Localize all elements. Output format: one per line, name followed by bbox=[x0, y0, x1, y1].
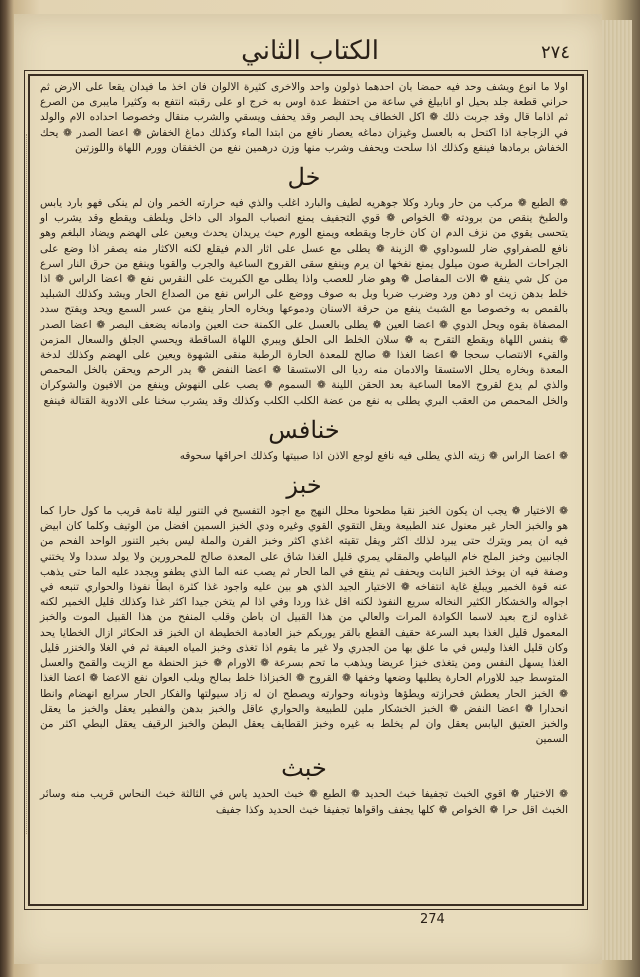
section-title-khanafis: خنافس bbox=[268, 415, 340, 444]
section-text-khal: ❁ الطبع ❁ مركب من حار وبارد وكلا جوهريه لطيف والبارد اغلب والذي فيه حرارته الخمر وان لم ينكى فهو بارد يابس والطبخ ينقص من برودته ❁ الخواص ❁ قوي التجفيف يمنع انصباب المواد الى داخل ويلطف ويقطع وقد يشرب او يتحسى يقوي من نزف الدم ان كان خارجا ويقطعه ويمنع الورم حيث يريدان يحدث ويعين على الهضم ويضاد البلغم وهو نافع للصفراوي ضار للسوداوي ❁ الزينة ❁ يطلى مع عسل على اثار الدم فيقلع لكنه الاكثار منه يصفر اذا وضع على الجراحات الطرية صون ميلول يمنع نفخها ان يرم وينفع سقى القروح الساعية والجرب والقوبا وينفع من حرق النار اسرع من كل شي ينفع ❁ الات المفاصل ❁ وهو ضار للعصب واذا يطلى مع الكبريت على النقرس نفع ❁ اعضا الراس ❁ اذا خلط بدهن زيت او دهن ورد وضرب ضربا وبل به صوف ووضع على الراس نفع من الصداع الحار ويشد وكذلك الشبليد بالقمص به وخصوصا مع الشبث ينفع من حرقة الاسنان ودموعها وبخاره الحار ينفع من عسر السمع ويحد ويفتح سدد المصفاة بقوه ويحل الدوي ❁ اعضا العين ❁ يطلى بالعسل على الكمنة حت العين وادمانه يضعف البصر ❁ اعضا الصدر ❁ ينفس اللهاة ويقطع التقرح به ❁ سلان الخلط الى الحلق ويبري اللهاة الساقطة ويحسي الجلق والسعال المزمن والقيء الانتصاب سحجا ❁ اعضا الغذا ❁ صالح للمعدة الحارة الرطبة منقى الشهوة ويعين على الهضم وكذلك لدخة المعدة وبخاره يحلل الاستسقا والادمان منه رديا الى الاستسقا ❁ اعضا النفض ❁ يدر الرحم ويحقن بالخل المحمص والذي لم يدع لقروح الامعا الساعية بعد الحقن اللينة ❁ السموم ❁ يصب على النهوش وينفع من الافيون والشوكران والخل المحمص من العقب البري يطلى به نفع من عضة الكلب الكلب وكذلك وقد يشرب سخنا على الادوية القتالة فينفع bbox=[40, 197, 568, 407]
section-title-khabath: خبث bbox=[281, 754, 327, 783]
page-body bbox=[34, 80, 574, 896]
section-title-khal: خل bbox=[287, 163, 321, 192]
gutter-shadow bbox=[16, 134, 27, 834]
page-number-arabic: ٢٧٤ bbox=[540, 42, 570, 63]
section-title-khubz: خبز bbox=[286, 471, 322, 500]
section-text-khabath: ❁ الاختيار ❁ اقوي الخبث تجفيفا خبث الحديد ❁ الطبع ❁ خبث الحديد ياس في الثالثة خبث النحاس قريب منه وسائر الخبث اقل حرا ❁ الخواص ❁ كلها يجفف واقواها تجفيفا خبث الحديد وكذا جفيف bbox=[40, 788, 568, 816]
section-text-khubz: ❁ الاختيار ❁ يجب ان يكون الخبز نقيا مطحونا محلل النهج مع اجود التفسيح في التنور ليلة تامة قريب ما كول حارا كما هو والخبز الحار غير معنول عند الطبيعة ويقل التقوي القوي وغيره ودي الخبز السمين افضل من الوتيف وكلما كان ابيض فيه ان يمر ويترك حتى يبرد لذلك اكثر ويقل تقيته اغذي اكثر وخبز الفرن والملة ليس بخير التنور الواحد الفحم من الجانبين وخبز الملح خام البياطي والمقلي يمري قليل الغذا شاق على المعدة صالح للمحرورين ولا يولد سددا ولا يختني وصفة فيه ان يوخذ الخبز النابت ويحفف ثم ينقع في الما الحار ثم يصب عنه الما الذي يطفو ويجدد عليه الما حتى يذهب عنه قوة الخمير ويبلغ غاية انتفاخه ❁ الاختيار الجيد الذي هو بين عليه واجود غذا كثرة ابطأ نفوذا والحواري تنبعه في اجواله والخشكار الكثير النخاله سريع النفوذ لكنه اقل غذا وردا وفي اذا لم يتخن جيدا اكثر غذا وكذلك قليل الخمير لكنه غذاوه لزج بعيد لاسما الكوادة المرات والعالي من هذا القبيل ان باطن وقلب المنفح من هذا القبيل الموت والخبز المعمول قليل الغذا بعيد السرعة حقيف القطع بالقر يوربكم خبز العادمة الخطيطة ان الخبز قد الحكاثر ازال الخطايا يحد وكان قليل الغذا وليس في ما علق بها من الجدري ولا غير ما يقوم اذا تغذى وخبز المياه العيفة ثم في الغلا والخنزر قليل الغذا يسهل النفس ومن يتغذى خبزا عريضا ويذهب ما تحم بسرعة ❁ الاورام ❁ خبز الحنطة مع الزيت والقمح والعسل المتوسط جيد للاورام الحارة يطليها وضعها وخفها ❁ القروح ❁ الخبزاذا خلط بمالح ويلب العوان نفع الاعضا ❁ اعضا الغذا ❁ الخبز الحار يعطش فحرازته ويطؤها وذوبانه وحوارته ويصطح ان له زاد سيولتها والفكار الحار سرايع انهضام وانطا انحدارا ❁ اعضا النفض ❁ الخبز الخشكار ملين للطبيعة والحواري عاقل والخبز بدهن والفطير يعقل والخبز ما يعقل والخبز العتيق اليابس يعقل وان لم يخلط به غيره وخبز القطايف يعقل البطن والخبز الرقيف يعقل البطي اكثر من السمين bbox=[40, 505, 568, 746]
section-text-khanafis: ❁ اعضا الراس ❁ زيته الذي يطلى فيه نافع لوجع الاذن اذا صبيتها وكذلك احراقها سحوقه bbox=[179, 449, 568, 462]
page-edges bbox=[602, 20, 632, 960]
page-number: 274 bbox=[420, 912, 445, 927]
page-header bbox=[40, 32, 580, 72]
intro-paragraph: اولا ما انوع ويشف وحد فيه حمضا بان احدهما ذولون واحد والاخرى كثيرة الالوان فان اخذ ما فيدان يقعا على الارض ثم حراني قطعة جلد بحيل او انابيلغ في ساعة من احتفظ عدة اوس به خرج او على رقبته انتفع به وكثيرا مايبرى من الصرع ثم اذاما قال وقد جربت ذلك ❁ اكل الخطاف يحد البصر وقد يحفف ويسقي والشرب منقال وخصوصا احداده الام والولد في الزجاجة اذا اكتحل به بالعسل وغيزان دماغه يعصار نافع من ابتدا الماء وكذلك دماغ الخفاش ❁ اعضا الصدر ❁ يحك الخفاش برمادها فينفع وكذلك اذا سلحت ويحفف وشرب منها وزن درهمين نفع من الخفقان وورم اللهاة واللوزتين bbox=[40, 81, 568, 154]
running-title: الكتاب الثاني bbox=[241, 36, 379, 66]
